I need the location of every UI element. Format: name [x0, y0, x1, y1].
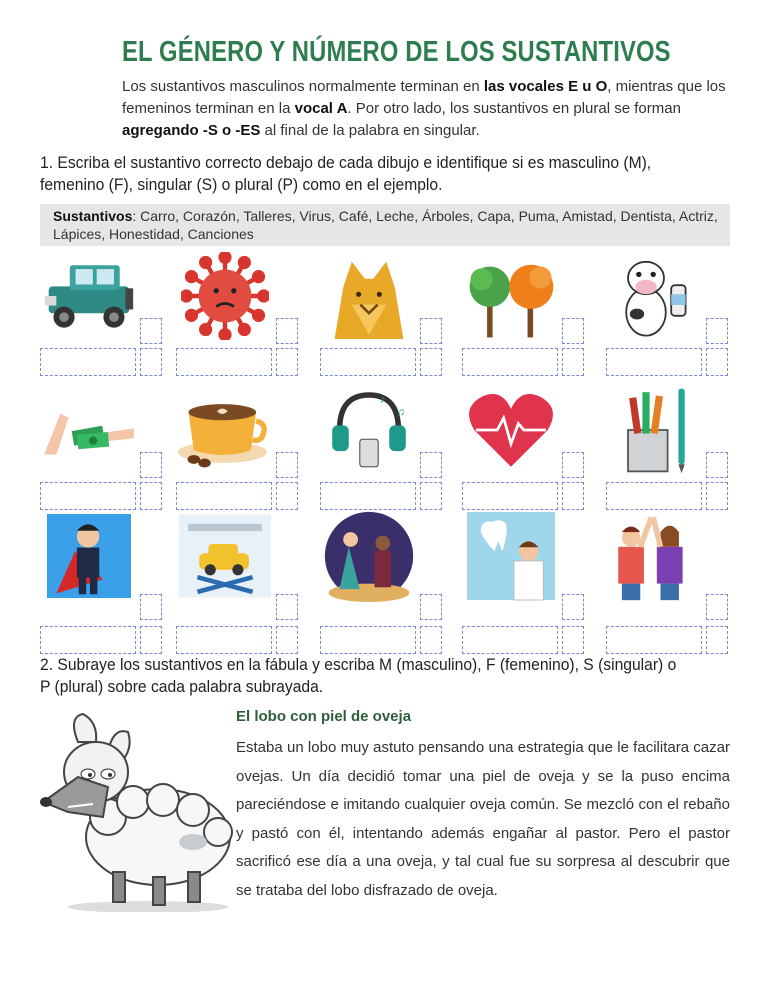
picture-cell [462, 250, 602, 380]
noun-answer-field[interactable] [320, 348, 416, 376]
fable-title: El lobo con piel de oveja [236, 708, 412, 725]
number-answer-box[interactable] [140, 482, 162, 510]
gender-answer-box[interactable] [140, 318, 162, 344]
cow-milk-icon [606, 250, 704, 342]
gender-answer-box[interactable] [562, 594, 584, 620]
gender-answer-box[interactable] [562, 318, 584, 344]
intro-text: al final de la palabra en singular. [260, 122, 480, 139]
number-answer-box[interactable] [276, 482, 298, 510]
wolf-sheep-icon [38, 712, 233, 912]
noun-answer-field[interactable] [176, 626, 272, 654]
exercise1-heading: 1. Escriba el sustantivo correcto debajo de cada dibujo e identifique si es masculino (M), femenino (F), singular (S) o plural (P) como en el ejemplo. [40, 153, 652, 194]
noun-answer-field[interactable] [606, 626, 702, 654]
number-answer-box[interactable] [706, 482, 728, 510]
coffee-icon [176, 384, 274, 476]
number-answer-box[interactable] [420, 482, 442, 510]
headphones-music-icon [320, 384, 418, 476]
noun-answer-field[interactable] [462, 482, 558, 510]
picture-cell [606, 384, 746, 514]
number-answer-box[interactable] [276, 348, 298, 376]
nouns-list: : Carro, Corazón, Talleres, Virus, Café, Leche, Árboles, Capa, Puma, Amistad, Dentista, Actriz, Lápices, Honestidad, Canciones [53, 208, 718, 242]
gender-answer-box[interactable] [420, 318, 442, 344]
number-answer-box[interactable] [420, 626, 442, 654]
intro-bold: vocal A [294, 100, 348, 117]
picture-cell [462, 384, 602, 514]
noun-answer-field[interactable] [606, 348, 702, 376]
noun-answer-field[interactable] [606, 482, 702, 510]
money-hands-icon [40, 384, 138, 476]
number-answer-box[interactable] [706, 348, 728, 376]
gender-answer-box[interactable] [706, 594, 728, 620]
picture-cell [176, 384, 316, 514]
intro-text: , mientras que los femeninos terminan en la [122, 78, 726, 117]
nouns-label: Sustantivos [53, 208, 133, 224]
gender-answer-box[interactable] [420, 452, 442, 478]
pencils-icon [606, 384, 704, 476]
superhero-cape-icon [40, 510, 138, 602]
number-answer-box[interactable] [562, 348, 584, 376]
picture-cell [606, 510, 746, 640]
gender-answer-box[interactable] [140, 452, 162, 478]
noun-answer-field[interactable] [176, 482, 272, 510]
number-answer-box[interactable] [562, 482, 584, 510]
intro-text: Los sustantivos masculinos normalmente terminan en [122, 78, 484, 95]
car-workshop-icon [176, 510, 274, 602]
gender-answer-box[interactable] [562, 452, 584, 478]
jeep-icon [40, 250, 138, 342]
number-answer-box[interactable] [420, 348, 442, 376]
gender-answer-box[interactable] [276, 318, 298, 344]
noun-answer-field[interactable] [320, 482, 416, 510]
gender-answer-box[interactable] [706, 452, 728, 478]
virus-icon [176, 250, 274, 342]
picture-cell [320, 510, 460, 640]
number-answer-box[interactable] [276, 626, 298, 654]
number-answer-box[interactable] [140, 348, 162, 376]
svg-text:♫: ♫ [396, 406, 405, 419]
gender-answer-box[interactable] [140, 594, 162, 620]
gender-answer-box[interactable] [276, 452, 298, 478]
page-title: EL GÉNERO Y NÚMERO DE LOS SUSTANTIVOS [122, 36, 671, 68]
intro-bold: agregando -S o -ES [122, 122, 261, 139]
puma-icon [320, 250, 418, 342]
picture-cell [40, 510, 180, 640]
picture-cell [462, 510, 602, 640]
noun-answer-field[interactable] [40, 348, 136, 376]
number-answer-box[interactable] [140, 626, 162, 654]
noun-answer-field[interactable] [40, 626, 136, 654]
fable-text: Estaba un lobo muy astuto pensando una estrategia que le facilitara cazar ovejas. Un día decidió tomar una piel de oveja y se la puso encima pareciéndose e imitando cualquier oveja común. Se mezcló con el rebaño y pastó con él, intentando además engañar al pastor. Pero el pastor sacrificó ese día a una oveja, y tal cual fue su sorpresa al descubrir que se trataba del lobo disfrazado de oveja. [236, 739, 730, 899]
svg-text:♪: ♪ [380, 393, 386, 406]
heart-icon [462, 384, 560, 476]
picture-cell [606, 250, 746, 380]
noun-answer-field[interactable] [320, 626, 416, 654]
intro-bold: las vocales E u O [483, 78, 608, 95]
dentist-icon [462, 510, 560, 602]
trees-icon [462, 250, 560, 342]
friends-icon [606, 510, 704, 602]
exercise2-heading: 2. Subraye los sustantivos en la fábula y escriba M (masculino), F (femenino), S (singular) o P (plural) sobre cada palabra subrayada. [40, 655, 677, 696]
gender-answer-box[interactable] [420, 594, 442, 620]
noun-answer-field[interactable] [462, 348, 558, 376]
number-answer-box[interactable] [706, 626, 728, 654]
picture-cell [176, 510, 316, 640]
picture-cell [176, 250, 316, 380]
nouns-box [40, 204, 730, 246]
picture-cell [320, 250, 460, 380]
noun-answer-field[interactable] [462, 626, 558, 654]
picture-cell [320, 384, 460, 514]
intro-paragraph [122, 76, 732, 142]
gender-answer-box[interactable] [276, 594, 298, 620]
noun-answer-field[interactable] [40, 482, 136, 510]
picture-cell [40, 250, 180, 380]
actress-icon [320, 510, 418, 602]
intro-text: . Por otro lado, los sustantivos en plural se forman [347, 100, 681, 117]
number-answer-box[interactable] [562, 626, 584, 654]
picture-cell [40, 384, 180, 514]
noun-answer-field[interactable] [176, 348, 272, 376]
gender-answer-box[interactable] [706, 318, 728, 344]
